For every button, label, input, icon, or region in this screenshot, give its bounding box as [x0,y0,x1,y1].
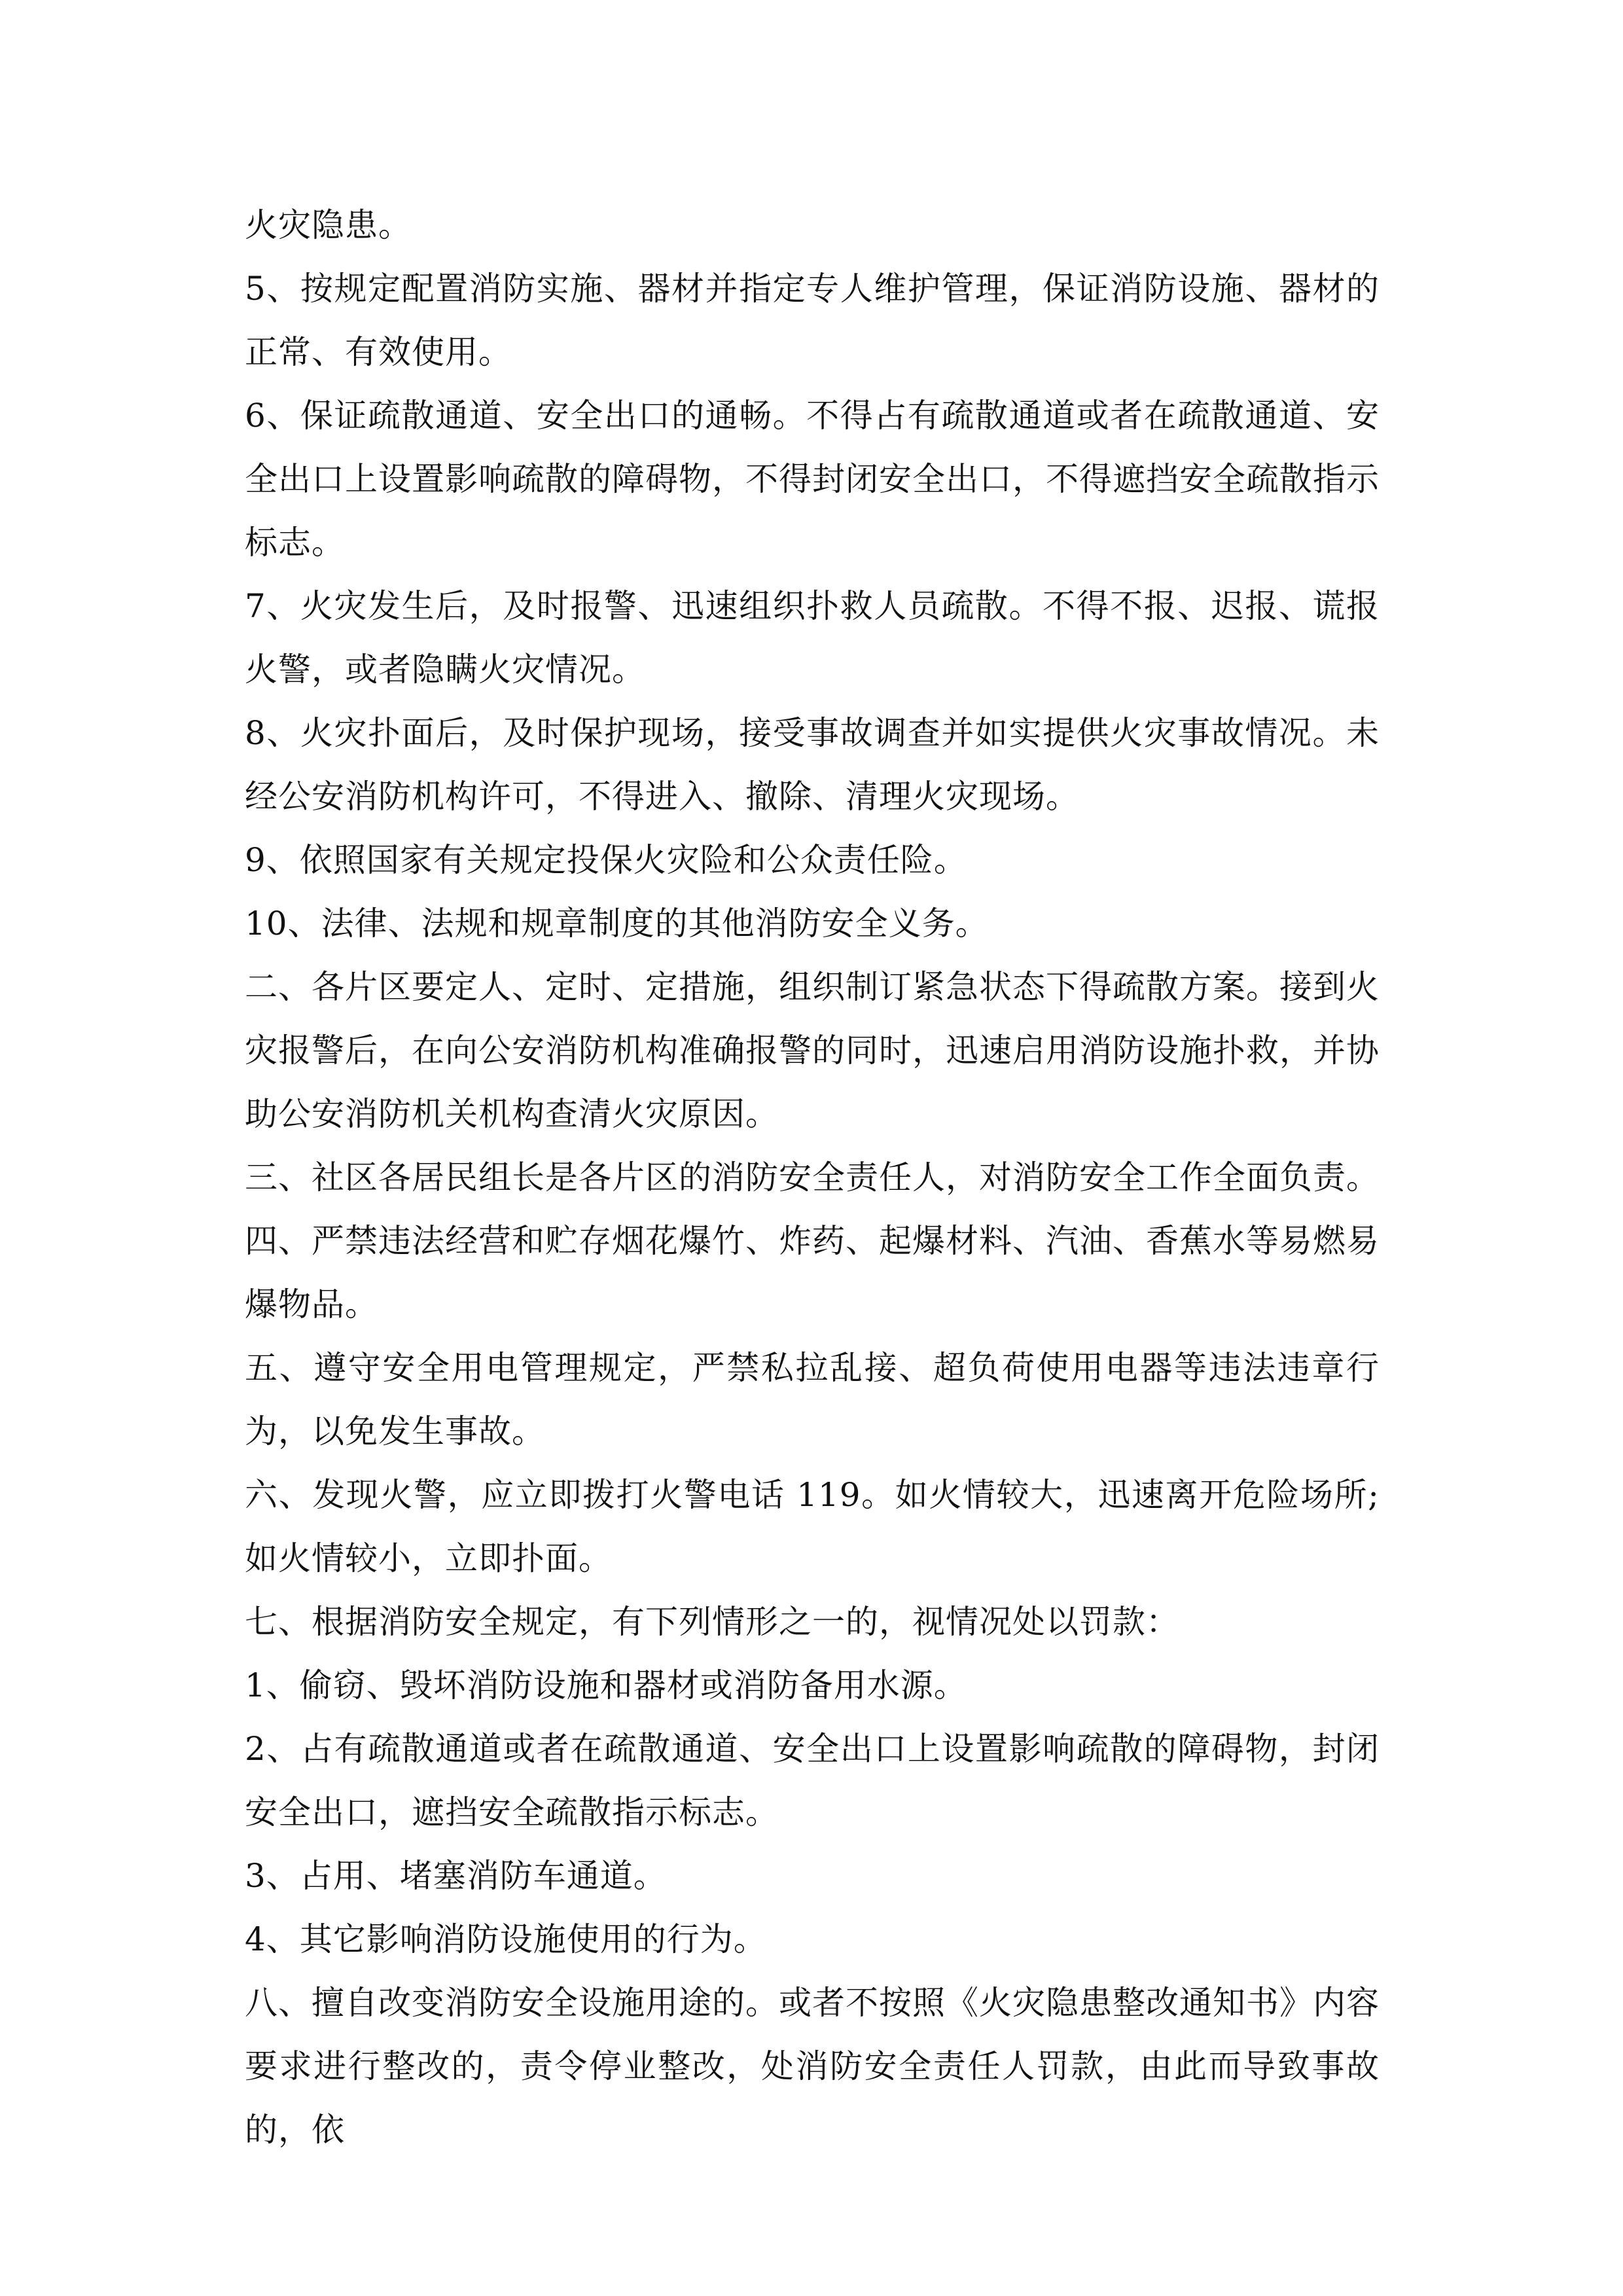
paragraph-3: 6、保证疏散通道、安全出口的通畅。不得占有疏散通道或者在疏散通道、安全出口上设置影响疏散的障碍物，不得封闭安全出口，不得遮挡安全疏散指示标志。 [245,397,1380,562]
paragraph-6: 9、依照国家有关规定投保火灾险和公众责任险。 [245,841,967,879]
paragraph-7: 10、法律、法规和规章制度的其他消防安全义务。 [245,905,989,942]
paragraph-5: 8、火灾扑面后，及时保护现场，接受事故调查并如实提供火灾事故情况。未经公安消防机构许可，不得进入、撤除、清理火灾现场。 [245,714,1380,816]
paragraph-14: 1、偷窃、毁坏消防设施和器材或消防备用水源。 [245,1666,967,1704]
paragraph-18: 八、擅自改变消防安全设施用途的。或者不按照《火灾隐患整改通知书》内容要求进行整改的，责令停业整改，处消防安全责任人罚款，由此而导致事故的，依 [245,1984,1380,2149]
paragraph-16: 3、占用、堵塞消防车通道。 [245,1857,667,1895]
paragraph-9: 三、社区各居民组长是各片区的消防安全责任人，对消防安全工作全面负责。 [245,1158,1380,1196]
paragraph-1: 火灾隐患。 [245,206,412,244]
paragraph-11: 五、遵守安全用电管理规定，严禁私拉乱接、超负荷使用电器等违法违章行为，以免发生事故。 [245,1349,1380,1450]
paragraph-2: 5、按规定配置消防实施、器材并指定专人维护管理，保证消防设施、器材的正常、有效使用。 [245,270,1380,371]
paragraph-12: 六、发现火警，应立即拨打火警电话 119。如火情较大，迅速离开危险场所;如火情较小，立即扑面。 [245,1476,1380,1577]
paragraph-8: 二、各片区要定人、定时、定措施，组织制订紧急状态下得疏散方案。接到火灾报警后，在向公安消防机构准确报警的同时，迅速启用消防设施扑救，并协助公安消防机关机构查清火灾原因。 [245,968,1380,1133]
paragraph-15: 2、占有疏散通道或者在疏散通道、安全出口上设置影响疏散的障碍物，封闭安全出口，遮挡安全疏散指示标志。 [245,1730,1380,1831]
paragraph-10: 四、严禁违法经营和贮存烟花爆竹、炸药、起爆材料、汽油、香蕉水等易燃易爆物品。 [245,1222,1380,1323]
paragraph-13: 七、根据消防安全规定，有下列情形之一的，视情况处以罚款： [245,1603,1179,1641]
document-body [245,194,1380,2162]
paragraph-4: 7、火灾发生后，及时报警、迅速组织扑救人员疏散。不得不报、迟报、谎报火警，或者隐瞒火灾情况。 [245,587,1380,689]
paragraph-17: 4、其它影响消防设施使用的行为。 [245,1920,767,1958]
